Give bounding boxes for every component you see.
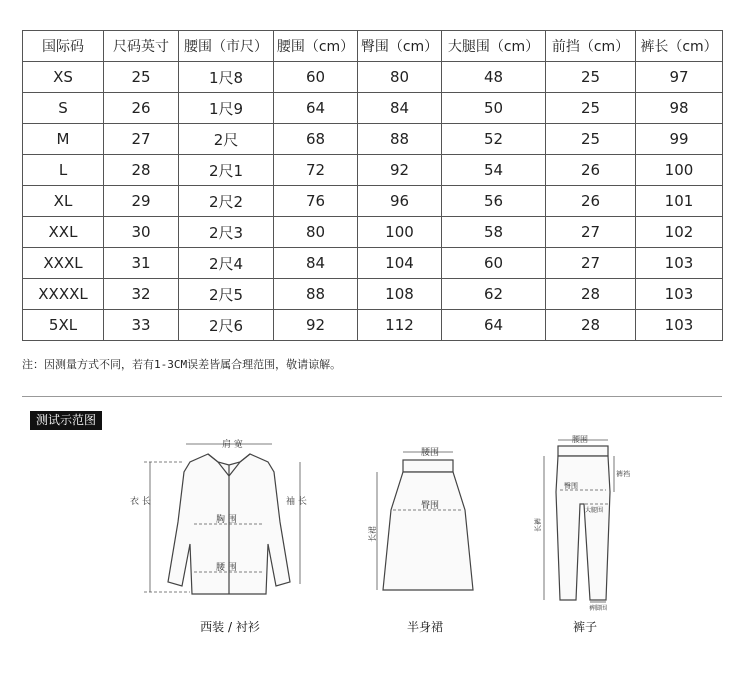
- table-cell: M: [23, 124, 104, 155]
- table-row: [23, 93, 723, 124]
- table-cell: 26: [546, 155, 636, 186]
- column-header: 前挡（cm）: [546, 31, 636, 62]
- column-header: 臀围（cm）: [358, 31, 442, 62]
- table-cell: 98: [636, 93, 723, 124]
- table-cell: XXXXL: [23, 279, 104, 310]
- column-header: 腰围（市尺）: [179, 31, 274, 62]
- table-cell: L: [23, 155, 104, 186]
- table-cell: 60: [442, 248, 546, 279]
- table-cell: 29: [104, 186, 179, 217]
- table-row: [23, 155, 723, 186]
- section-label: 测试示范图: [30, 411, 102, 430]
- table-cell: 52: [442, 124, 546, 155]
- table-cell: 2尺6: [179, 310, 274, 341]
- table-row: [23, 62, 723, 93]
- table-cell: 64: [442, 310, 546, 341]
- table-cell: 27: [546, 217, 636, 248]
- table-cell: 2尺2: [179, 186, 274, 217]
- table-cell: 33: [104, 310, 179, 341]
- table-cell: 100: [358, 217, 442, 248]
- pants-diagram: [530, 432, 640, 612]
- table-cell: 84: [358, 93, 442, 124]
- pants-thigh-label: 大腿围: [585, 507, 604, 514]
- table-cell: 60: [274, 62, 358, 93]
- table-cell: 64: [274, 93, 358, 124]
- column-header: 腰围（cm）: [274, 31, 358, 62]
- skirt-hip-label: 臀围: [421, 501, 440, 511]
- table-cell: 31: [104, 248, 179, 279]
- table-cell: 88: [274, 279, 358, 310]
- table-cell: 50: [442, 93, 546, 124]
- table-cell: 28: [546, 279, 636, 310]
- table-cell: 102: [636, 217, 723, 248]
- table-row: [23, 217, 723, 248]
- table-cell: 99: [636, 124, 723, 155]
- table-cell: 103: [636, 248, 723, 279]
- table-cell: 25: [104, 62, 179, 93]
- column-header: 国际码: [23, 31, 104, 62]
- table-cell: XL: [23, 186, 104, 217]
- table-cell: 58: [442, 217, 546, 248]
- table-cell: 97: [636, 62, 723, 93]
- skirt-diagram: [365, 440, 485, 610]
- table-header-row: [23, 31, 723, 62]
- table-cell: 2尺1: [179, 155, 274, 186]
- table-cell: 2尺: [179, 124, 274, 155]
- table-cell: 26: [104, 93, 179, 124]
- column-header: 裤长（cm）: [636, 31, 723, 62]
- table-cell: 30: [104, 217, 179, 248]
- length-label: 衣 长: [130, 497, 151, 507]
- table-cell: S: [23, 93, 104, 124]
- table-cell: 26: [546, 186, 636, 217]
- shirt-diagram: [128, 432, 318, 607]
- table-cell: 84: [274, 248, 358, 279]
- table-cell: 101: [636, 186, 723, 217]
- table-cell: 76: [274, 186, 358, 217]
- table-body: [23, 62, 723, 341]
- table-cell: 80: [274, 217, 358, 248]
- table-cell: 96: [358, 186, 442, 217]
- table-cell: 27: [104, 124, 179, 155]
- table-cell: 32: [104, 279, 179, 310]
- pants-rise-label: 裤裆: [616, 470, 630, 478]
- chest-label: 胸 围: [216, 515, 237, 525]
- table-cell: 1尺9: [179, 93, 274, 124]
- pants-hem-label: 裤脚围: [589, 605, 608, 612]
- table-cell: 103: [636, 310, 723, 341]
- table-cell: 100: [636, 155, 723, 186]
- table-cell: XXL: [23, 217, 104, 248]
- table-cell: 2尺3: [179, 217, 274, 248]
- table-cell: 27: [546, 248, 636, 279]
- table-cell: 80: [358, 62, 442, 93]
- table-cell: 28: [104, 155, 179, 186]
- pants-caption: 裤子: [572, 620, 597, 634]
- table-cell: 25: [546, 62, 636, 93]
- measurement-note: 注：因测量方式不同，若有1-3CM误差皆属合理范围，敬请谅解。: [22, 358, 342, 371]
- shoulder-label: 肩 宽: [222, 440, 243, 450]
- table-cell: 56: [442, 186, 546, 217]
- table-cell: 108: [358, 279, 442, 310]
- size-table: [22, 30, 723, 341]
- shirt-caption: 西装 / 衬衫: [200, 620, 260, 634]
- table-cell: 48: [442, 62, 546, 93]
- table-cell: 5XL: [23, 310, 104, 341]
- table-row: [23, 124, 723, 155]
- table-cell: 25: [546, 124, 636, 155]
- divider: [22, 396, 722, 397]
- skirt-caption: 半身裙: [406, 620, 443, 634]
- table-cell: 103: [636, 279, 723, 310]
- table-row: [23, 310, 723, 341]
- table-cell: 2尺5: [179, 279, 274, 310]
- table-row: [23, 248, 723, 279]
- waist-label: 腰 围: [216, 563, 237, 573]
- table-row: [23, 186, 723, 217]
- table-cell: 2尺4: [179, 248, 274, 279]
- table-cell: 112: [358, 310, 442, 341]
- table-cell: 104: [358, 248, 442, 279]
- table-cell: 25: [546, 93, 636, 124]
- table-cell: 88: [358, 124, 442, 155]
- column-header: 尺码英寸: [104, 31, 179, 62]
- table-cell: XS: [23, 62, 104, 93]
- table-cell: 62: [442, 279, 546, 310]
- table-cell: 92: [358, 155, 442, 186]
- pants-length-label: 长裤: [534, 518, 542, 532]
- table-cell: 72: [274, 155, 358, 186]
- table-cell: XXXL: [23, 248, 104, 279]
- table-row: [23, 279, 723, 310]
- sleeve-label: 袖 长: [286, 497, 307, 507]
- table-cell: 68: [274, 124, 358, 155]
- table-cell: 54: [442, 155, 546, 186]
- table-cell: 1尺8: [179, 62, 274, 93]
- skirt-waist-label: 腰围: [421, 448, 440, 458]
- table-cell: 28: [546, 310, 636, 341]
- table-cell: 92: [274, 310, 358, 341]
- pants-hip-label: 臀围: [564, 482, 578, 490]
- skirt-length-label: 长裙: [368, 526, 377, 542]
- pants-waist-label: 腰围: [572, 435, 588, 444]
- column-header: 大腿围（cm）: [442, 31, 546, 62]
